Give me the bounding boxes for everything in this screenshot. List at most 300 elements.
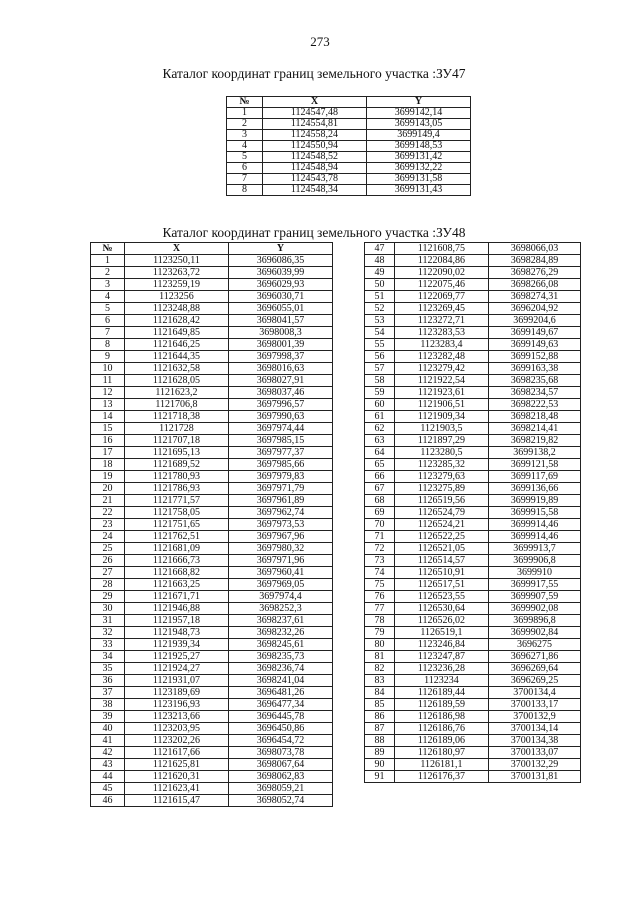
point-number: 72 (365, 543, 395, 555)
x-coordinate: 1124548,52 (263, 152, 367, 163)
point-number: 23 (91, 519, 125, 531)
x-coordinate: 1126522,25 (395, 531, 489, 543)
point-number: 4 (91, 291, 125, 303)
table-row (91, 471, 333, 483)
point-number: 58 (365, 375, 395, 387)
y-coordinate: 3696039,99 (229, 267, 333, 279)
x-coordinate: 1123283,53 (395, 327, 489, 339)
column-header-y: Y (229, 243, 333, 255)
y-coordinate: 3698232,26 (229, 627, 333, 639)
point-number: 1 (227, 108, 263, 119)
y-coordinate: 3698274,31 (489, 291, 581, 303)
y-coordinate: 3697962,74 (229, 507, 333, 519)
y-coordinate: 3697969,05 (229, 579, 333, 591)
point-number: 6 (227, 163, 263, 174)
point-number: 57 (365, 363, 395, 375)
table-row (365, 495, 581, 507)
point-number: 68 (365, 495, 395, 507)
point-number: 60 (365, 399, 395, 411)
table-row (365, 687, 581, 699)
y-coordinate: 3700134,38 (489, 735, 581, 747)
x-coordinate: 1121615,47 (125, 795, 229, 807)
y-coordinate: 3697974,44 (229, 423, 333, 435)
y-coordinate: 3697990,63 (229, 411, 333, 423)
x-coordinate: 1121628,05 (125, 375, 229, 387)
point-number: 51 (365, 291, 395, 303)
point-number: 15 (91, 423, 125, 435)
x-coordinate: 1121718,38 (125, 411, 229, 423)
point-number: 30 (91, 603, 125, 615)
point-number: 83 (365, 675, 395, 687)
y-coordinate: 3698219,82 (489, 435, 581, 447)
x-coordinate: 1121923,61 (395, 387, 489, 399)
x-coordinate: 1124543,78 (263, 174, 367, 185)
point-number: 75 (365, 579, 395, 591)
table-row (91, 579, 333, 591)
table-row (91, 315, 333, 327)
table-row (365, 423, 581, 435)
y-coordinate: 3699121,58 (489, 459, 581, 471)
point-number: 69 (365, 507, 395, 519)
table-row (91, 735, 333, 747)
table-row (365, 711, 581, 723)
x-coordinate: 1121617,66 (125, 747, 229, 759)
table-row (91, 771, 333, 783)
y-coordinate: 3698218,48 (489, 411, 581, 423)
point-number: 7 (91, 327, 125, 339)
point-number: 13 (91, 399, 125, 411)
point-number: 33 (91, 639, 125, 651)
x-coordinate: 1126189,59 (395, 699, 489, 711)
table-row (227, 174, 471, 185)
x-coordinate: 1121758,05 (125, 507, 229, 519)
x-coordinate: 1121922,54 (395, 375, 489, 387)
table-row (91, 699, 333, 711)
y-coordinate: 3699906,8 (489, 555, 581, 567)
point-number: 5 (227, 152, 263, 163)
point-number: 2 (227, 119, 263, 130)
y-coordinate: 3698241,04 (229, 675, 333, 687)
table-row (91, 255, 333, 267)
y-coordinate: 3698235,68 (489, 375, 581, 387)
y-coordinate: 3699132,22 (367, 163, 471, 174)
y-coordinate: 3698284,89 (489, 255, 581, 267)
point-number: 28 (91, 579, 125, 591)
point-number: 49 (365, 267, 395, 279)
table-row (365, 531, 581, 543)
table-row (365, 507, 581, 519)
point-number: 21 (91, 495, 125, 507)
x-coordinate: 1123283,4 (395, 339, 489, 351)
point-number: 74 (365, 567, 395, 579)
x-coordinate: 1126519,56 (395, 495, 489, 507)
y-coordinate: 3697977,37 (229, 447, 333, 459)
x-coordinate: 1126186,76 (395, 723, 489, 735)
x-coordinate: 1121903,5 (395, 423, 489, 435)
x-coordinate: 1126181,1 (395, 759, 489, 771)
column-header-x: X (125, 243, 229, 255)
table-row (365, 399, 581, 411)
x-coordinate: 1123285,32 (395, 459, 489, 471)
x-coordinate: 1123263,72 (125, 267, 229, 279)
table-row (91, 375, 333, 387)
page-number: 273 (310, 34, 330, 49)
y-coordinate: 3696481,26 (229, 687, 333, 699)
x-coordinate: 1121771,57 (125, 495, 229, 507)
y-coordinate: 3700132,29 (489, 759, 581, 771)
table-row (91, 783, 333, 795)
x-coordinate: 1123275,89 (395, 483, 489, 495)
table-row (91, 663, 333, 675)
point-number: 43 (91, 759, 125, 771)
point-number: 4 (227, 141, 263, 152)
y-coordinate: 3699914,46 (489, 519, 581, 531)
table-row (227, 152, 471, 163)
y-coordinate: 3696271,86 (489, 651, 581, 663)
x-coordinate: 1123256 (125, 291, 229, 303)
point-number: 11 (91, 375, 125, 387)
table-row (365, 699, 581, 711)
table-row (91, 519, 333, 531)
table-row (227, 108, 471, 119)
y-coordinate: 3696477,34 (229, 699, 333, 711)
x-coordinate: 1121628,42 (125, 315, 229, 327)
point-number: 10 (91, 363, 125, 375)
y-coordinate: 3699907,59 (489, 591, 581, 603)
point-number: 32 (91, 627, 125, 639)
y-coordinate: 3698062,83 (229, 771, 333, 783)
point-number: 67 (365, 483, 395, 495)
y-coordinate: 3699152,88 (489, 351, 581, 363)
x-coordinate: 1126521,05 (395, 543, 489, 555)
point-number: 65 (365, 459, 395, 471)
x-coordinate: 1124547,48 (263, 108, 367, 119)
table-row (365, 267, 581, 279)
point-number: 54 (365, 327, 395, 339)
y-coordinate: 3700132,9 (489, 711, 581, 723)
y-coordinate: 3698027,91 (229, 375, 333, 387)
x-coordinate: 1126530,64 (395, 603, 489, 615)
table-row (365, 483, 581, 495)
x-coordinate: 1123269,45 (395, 303, 489, 315)
table-row (365, 747, 581, 759)
x-coordinate: 1121620,31 (125, 771, 229, 783)
column-header-y: Y (367, 97, 471, 108)
y-coordinate: 3698266,08 (489, 279, 581, 291)
y-coordinate: 3698008,3 (229, 327, 333, 339)
point-number: 2 (91, 267, 125, 279)
x-coordinate: 1123279,42 (395, 363, 489, 375)
x-coordinate: 1121780,93 (125, 471, 229, 483)
y-coordinate: 3700131,81 (489, 771, 581, 783)
point-number: 42 (91, 747, 125, 759)
y-coordinate: 3696086,35 (229, 255, 333, 267)
table-row (365, 351, 581, 363)
y-coordinate: 3696204,92 (489, 303, 581, 315)
point-number: 3 (227, 130, 263, 141)
x-coordinate: 1123203,95 (125, 723, 229, 735)
point-number: 47 (365, 243, 395, 255)
y-coordinate: 3698066,03 (489, 243, 581, 255)
point-number: 31 (91, 615, 125, 627)
x-coordinate: 1122069,77 (395, 291, 489, 303)
y-coordinate: 3699149,67 (489, 327, 581, 339)
y-coordinate: 3700134,14 (489, 723, 581, 735)
x-coordinate: 1126526,02 (395, 615, 489, 627)
point-number: 16 (91, 435, 125, 447)
table-row (91, 507, 333, 519)
point-number: 25 (91, 543, 125, 555)
table-row (365, 375, 581, 387)
x-coordinate: 1121663,25 (125, 579, 229, 591)
point-number: 8 (91, 339, 125, 351)
x-coordinate: 1126189,44 (395, 687, 489, 699)
point-number: 70 (365, 519, 395, 531)
y-coordinate: 3698214,41 (489, 423, 581, 435)
table-row (365, 663, 581, 675)
y-coordinate: 3699131,43 (367, 185, 471, 196)
point-number: 90 (365, 759, 395, 771)
table-row (365, 303, 581, 315)
x-coordinate: 1123202,26 (125, 735, 229, 747)
point-number: 27 (91, 567, 125, 579)
x-coordinate: 1121939,34 (125, 639, 229, 651)
table-row (91, 603, 333, 615)
y-coordinate: 3699914,46 (489, 531, 581, 543)
y-coordinate: 3698059,21 (229, 783, 333, 795)
point-number: 78 (365, 615, 395, 627)
x-coordinate: 1123234 (395, 675, 489, 687)
x-coordinate: 1121957,18 (125, 615, 229, 627)
table-row (365, 627, 581, 639)
table-row (365, 639, 581, 651)
x-coordinate: 1123213,66 (125, 711, 229, 723)
table-row (365, 579, 581, 591)
y-coordinate: 3696450,86 (229, 723, 333, 735)
point-number: 52 (365, 303, 395, 315)
y-coordinate: 3699131,58 (367, 174, 471, 185)
y-coordinate: 3699136,66 (489, 483, 581, 495)
table-row (91, 651, 333, 663)
point-number: 46 (91, 795, 125, 807)
point-number: 38 (91, 699, 125, 711)
x-coordinate: 1121786,93 (125, 483, 229, 495)
point-number: 86 (365, 711, 395, 723)
table-row (227, 130, 471, 141)
table-row (365, 447, 581, 459)
y-coordinate: 3699163,38 (489, 363, 581, 375)
y-coordinate: 3700133,07 (489, 747, 581, 759)
point-number: 41 (91, 735, 125, 747)
table-row (91, 279, 333, 291)
x-coordinate: 1126510,91 (395, 567, 489, 579)
y-coordinate: 3696269,25 (489, 675, 581, 687)
point-number: 35 (91, 663, 125, 675)
point-number: 85 (365, 699, 395, 711)
point-number: 91 (365, 771, 395, 783)
table-row (365, 735, 581, 747)
y-coordinate: 3697971,79 (229, 483, 333, 495)
y-coordinate: 3698001,39 (229, 339, 333, 351)
point-number: 18 (91, 459, 125, 471)
x-coordinate: 1126514,57 (395, 555, 489, 567)
table-row (91, 687, 333, 699)
coordinates-table-zu48-left (90, 242, 333, 807)
point-number: 6 (91, 315, 125, 327)
y-coordinate: 3698235,73 (229, 651, 333, 663)
x-coordinate: 1121649,85 (125, 327, 229, 339)
point-number: 61 (365, 411, 395, 423)
x-coordinate: 1121706,8 (125, 399, 229, 411)
y-coordinate: 3697967,96 (229, 531, 333, 543)
x-coordinate: 1121644,35 (125, 351, 229, 363)
point-number: 44 (91, 771, 125, 783)
x-coordinate: 1123247,87 (395, 651, 489, 663)
coordinates-table-zu48-right (364, 242, 581, 783)
point-number: 12 (91, 387, 125, 399)
table-row (365, 339, 581, 351)
point-number: 63 (365, 435, 395, 447)
table-row (227, 163, 471, 174)
point-number: 1 (91, 255, 125, 267)
table-row (91, 387, 333, 399)
x-coordinate: 1121668,82 (125, 567, 229, 579)
y-coordinate: 3698234,57 (489, 387, 581, 399)
point-number: 9 (91, 351, 125, 363)
table-row (91, 459, 333, 471)
point-number: 26 (91, 555, 125, 567)
table-row (227, 141, 471, 152)
table-row (91, 567, 333, 579)
table-row (91, 435, 333, 447)
point-number: 81 (365, 651, 395, 663)
table-row (365, 651, 581, 663)
point-number: 66 (365, 471, 395, 483)
x-coordinate: 1121695,13 (125, 447, 229, 459)
y-coordinate: 3698252,3 (229, 603, 333, 615)
y-coordinate: 3698073,78 (229, 747, 333, 759)
table-row (91, 495, 333, 507)
point-number: 84 (365, 687, 395, 699)
table-row (91, 711, 333, 723)
table-row (365, 591, 581, 603)
table-row (91, 555, 333, 567)
x-coordinate: 1121906,51 (395, 399, 489, 411)
table-row (365, 243, 581, 255)
y-coordinate: 3697980,32 (229, 543, 333, 555)
point-number: 50 (365, 279, 395, 291)
point-number: 17 (91, 447, 125, 459)
table-row (365, 615, 581, 627)
point-number: 55 (365, 339, 395, 351)
x-coordinate: 1121751,65 (125, 519, 229, 531)
point-number: 40 (91, 723, 125, 735)
section-title-zu48: Каталог координат границ земельного участка :ЗУ48 (162, 225, 466, 240)
point-number: 59 (365, 387, 395, 399)
table-header-row (91, 243, 333, 255)
table-row (91, 267, 333, 279)
point-number: 39 (91, 711, 125, 723)
x-coordinate: 1123189,69 (125, 687, 229, 699)
x-coordinate: 1121646,25 (125, 339, 229, 351)
y-coordinate: 3698052,74 (229, 795, 333, 807)
table-row (365, 567, 581, 579)
y-coordinate: 3699913,7 (489, 543, 581, 555)
table-row (365, 555, 581, 567)
table-row (365, 315, 581, 327)
point-number: 76 (365, 591, 395, 603)
x-coordinate: 1121728 (125, 423, 229, 435)
x-coordinate: 1123248,88 (125, 303, 229, 315)
y-coordinate: 3697996,57 (229, 399, 333, 411)
table-row (91, 723, 333, 735)
x-coordinate: 1126176,37 (395, 771, 489, 783)
y-coordinate: 3697960,41 (229, 567, 333, 579)
y-coordinate: 3699149,63 (489, 339, 581, 351)
y-coordinate: 3696445,78 (229, 711, 333, 723)
table-row (365, 519, 581, 531)
table-row (91, 339, 333, 351)
x-coordinate: 1126186,98 (395, 711, 489, 723)
column-header-number: № (227, 97, 263, 108)
table-row (91, 399, 333, 411)
x-coordinate: 1121608,75 (395, 243, 489, 255)
x-coordinate: 1126517,51 (395, 579, 489, 591)
table-row (91, 627, 333, 639)
y-coordinate: 3698041,57 (229, 315, 333, 327)
x-coordinate: 1126524,21 (395, 519, 489, 531)
x-coordinate: 1121671,71 (125, 591, 229, 603)
table-header-row (227, 97, 471, 108)
y-coordinate: 3700133,17 (489, 699, 581, 711)
y-coordinate: 3696275 (489, 639, 581, 651)
x-coordinate: 1124558,24 (263, 130, 367, 141)
x-coordinate: 1123196,93 (125, 699, 229, 711)
y-coordinate: 3699138,2 (489, 447, 581, 459)
x-coordinate: 1121897,29 (395, 435, 489, 447)
x-coordinate: 1124548,34 (263, 185, 367, 196)
x-coordinate: 1121924,27 (125, 663, 229, 675)
point-number: 82 (365, 663, 395, 675)
x-coordinate: 1121625,81 (125, 759, 229, 771)
point-number: 79 (365, 627, 395, 639)
table-row (91, 327, 333, 339)
x-coordinate: 1124554,81 (263, 119, 367, 130)
y-coordinate: 3696454,72 (229, 735, 333, 747)
y-coordinate: 3699117,69 (489, 471, 581, 483)
point-number: 45 (91, 783, 125, 795)
x-coordinate: 1121931,07 (125, 675, 229, 687)
x-coordinate: 1121623,2 (125, 387, 229, 399)
x-coordinate: 1122090,02 (395, 267, 489, 279)
y-coordinate: 3697971,96 (229, 555, 333, 567)
point-number: 22 (91, 507, 125, 519)
table-row (91, 531, 333, 543)
y-coordinate: 3697974,4 (229, 591, 333, 603)
y-coordinate: 3699142,14 (367, 108, 471, 119)
y-coordinate: 3697985,66 (229, 459, 333, 471)
y-coordinate: 3699149,4 (367, 130, 471, 141)
y-coordinate: 3698276,29 (489, 267, 581, 279)
table-row (365, 723, 581, 735)
y-coordinate: 3699902,84 (489, 627, 581, 639)
y-coordinate: 3699919,89 (489, 495, 581, 507)
x-coordinate: 1123272,71 (395, 315, 489, 327)
y-coordinate: 3697979,83 (229, 471, 333, 483)
x-coordinate: 1121632,58 (125, 363, 229, 375)
section-title-zu47: Каталог координат границ земельного участка :ЗУ47 (162, 66, 466, 81)
x-coordinate: 1126189,06 (395, 735, 489, 747)
